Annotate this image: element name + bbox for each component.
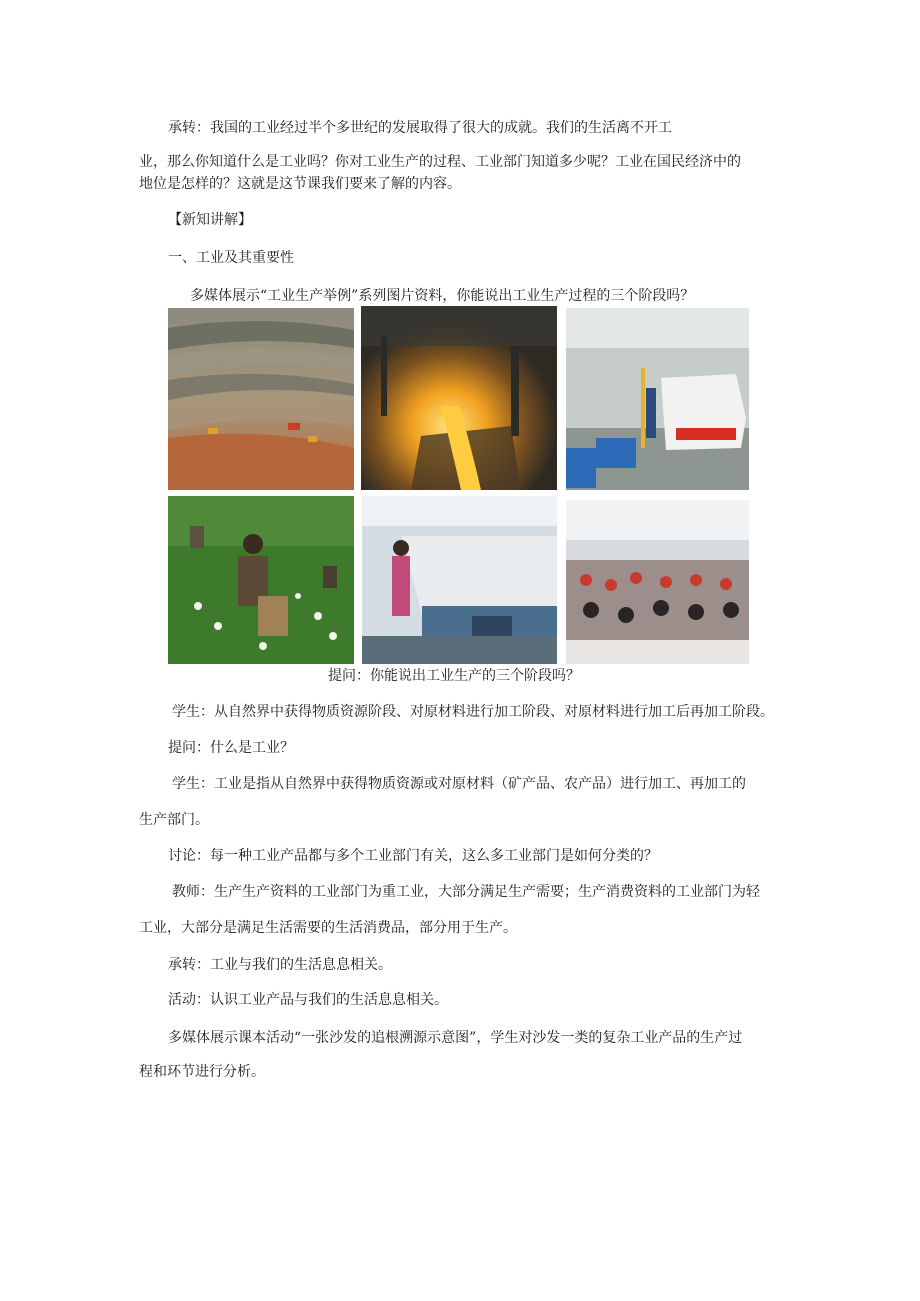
student-answer-1: 学生：从自然界中获得物质资源阶段、对原材料进行加工阶段、对原材料进行加工后再加工阶段。 (172, 704, 774, 720)
multimedia-activity-line-2: 程和环节进行分析。 (139, 1064, 265, 1080)
student-answer-2-line-2: 生产部门。 (139, 812, 209, 828)
transition-2: 承转：工业与我们的生活息息相关。 (168, 957, 392, 973)
section-heading: 【新知讲解】 (168, 212, 252, 228)
discussion: 讨论：每一种工业产品都与多个工业部门有关，这么多工业部门是如何分类的？ (168, 848, 658, 864)
student-answer-2-line-1: 学生：工业是指从自然界中获得物质资源或对原材料（矿产品、农产品）进行加工、再加工的 (172, 776, 746, 792)
transition-line-2: 业，那么你知道什么是工业吗？你对工业生产的过程、工业部门知道多少呢？工业在国民经济中的 (139, 154, 741, 170)
transition-line-1: 承转：我国的工业经过半个多世纪的发展取得了很大的成就。我们的生活离不开工 (168, 120, 672, 136)
car-assembly-photo (566, 308, 749, 490)
activity: 活动：认识工业产品与我们的生活息息相关。 (168, 992, 448, 1008)
teacher-line-2: 工业，大部分是满足生活需要的生活消费品，部分用于生产。 (139, 920, 517, 936)
transition-line-3: 地位是怎样的？这就是这节课我们要来了解的内容。 (139, 176, 461, 192)
multimedia-activity-line-1: 多媒体展示课本活动“一张沙发的追根溯源示意图”，学生对沙发一类的复杂工业产品的生产过 (168, 1030, 743, 1046)
photo-caption: 提问：你能说出工业生产的三个阶段吗？ (328, 668, 580, 684)
question-2: 提问：什么是工业？ (168, 740, 294, 756)
subheading: 一、工业及其重要性 (168, 250, 294, 266)
multimedia-intro: 多媒体展示“工业生产举例”系列图片资料，你能说出工业生产过程的三个阶段吗？ (190, 288, 695, 304)
sewing-workshop-photo (566, 500, 749, 664)
open-pit-mine-photo (168, 308, 354, 490)
cotton-field-photo (168, 496, 354, 664)
teacher-line-1: 教师：生产生产资料的工业部门为重工业，大部分满足生产需要；生产消费资料的工业部门为轻 (172, 884, 760, 900)
steel-mill-photo (361, 306, 557, 490)
textile-loom-photo (362, 496, 557, 664)
